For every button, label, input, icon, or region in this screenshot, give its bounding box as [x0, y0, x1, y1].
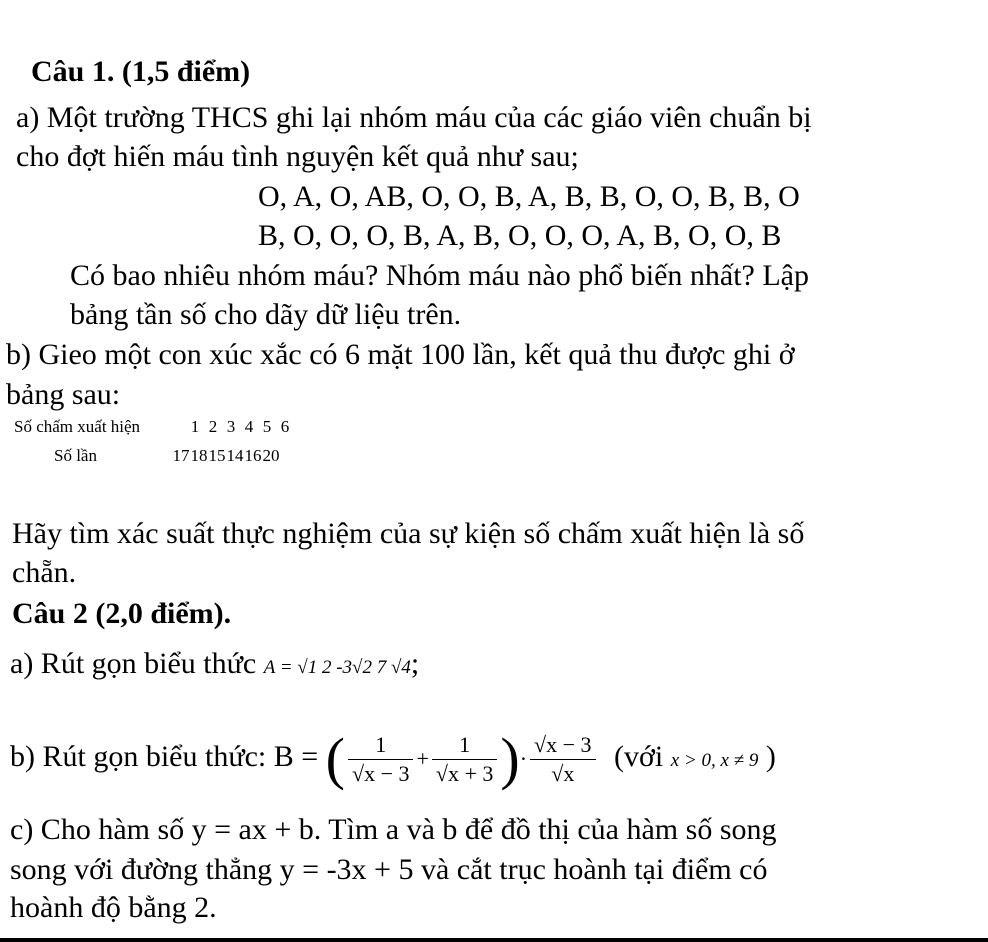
dice-table-cell: 5	[262, 417, 272, 436]
q1-a-line1: a) Một trường THCS ghi lại nhóm máu của các giáo viên chuẩn bị	[16, 101, 812, 134]
dot-sign: ·	[519, 746, 528, 771]
q2-a-expression: A = √1 2 -3√2 7 √4	[263, 657, 411, 678]
fraction-3	[530, 731, 595, 788]
dice-table-cell: 3	[226, 417, 236, 436]
fraction-1-numerator: 1	[348, 731, 413, 760]
q1-data-line2: B, O, O, O, B, A, B, O, O, O, A, B, O, O, B	[258, 219, 782, 252]
dice-table-cell: 17	[172, 446, 190, 465]
dice-table-cell: 1	[190, 417, 200, 436]
fraction-3-denominator: √x	[551, 760, 575, 786]
q1-a-line2: cho đợt hiến máu tình nguyện kết quả như sau;	[16, 140, 579, 173]
q1-b-question-line2: chẵn.	[12, 556, 77, 589]
dice-table-cell: 6	[280, 417, 290, 436]
dice-table-row-faces	[14, 416, 294, 438]
q2-b-text: b) Rút gọn biểu thức: B =	[10, 740, 319, 773]
q1-data-line1: O, A, O, AB, O, O, B, A, B, B, O, O, B, B, O	[258, 180, 800, 213]
fraction-3-numerator: √x − 3	[530, 731, 595, 760]
q1-b-line2: bảng sau:	[6, 378, 121, 411]
fraction-1	[348, 731, 413, 788]
q2-a-text: a) Rút gọn biểu thức	[10, 647, 257, 680]
right-paren: )	[500, 726, 520, 792]
condition-open: (với	[614, 740, 664, 773]
fraction-2-denominator: √x + 3	[435, 760, 494, 786]
q2-a-line	[10, 646, 419, 686]
fraction-1-denominator: √x − 3	[352, 760, 410, 786]
dice-table-cell: 15	[208, 446, 226, 465]
q2-a-end: ;	[410, 647, 420, 680]
q1-question-line2: bảng tần số cho dãy dữ liệu trên.	[70, 298, 462, 331]
condition-close: )	[765, 740, 776, 773]
dice-table	[14, 416, 294, 467]
q1-b-line1: b) Gieo một con xúc xắc có 6 mặt 100 lần, kết quả thu được ghi ở	[6, 338, 795, 371]
q1-title: Câu 1. (1,5 điểm)	[31, 55, 251, 88]
fraction-2-numerator: 1	[432, 731, 497, 760]
dice-table-cell: 14	[226, 446, 244, 465]
q1-question-line1: Có bao nhiêu nhóm máu? Nhóm máu nào phổ biến nhất? Lập	[70, 259, 809, 292]
q2-c-line2: song với đường thẳng y = -3x + 5 và cắt trục hoành tại điểm có	[10, 853, 768, 886]
plus-sign: +	[416, 746, 429, 771]
q2-c-line1: c) Cho hàm số y = ax + b. Tìm a và b để đồ thị của hàm số song	[10, 813, 777, 846]
fraction-2	[432, 731, 497, 788]
q2-b-line	[10, 722, 776, 792]
q2-c-line3: hoành độ bằng 2.	[10, 891, 217, 924]
dice-table-row-label: Số lần	[54, 446, 97, 465]
left-paren: (	[325, 726, 345, 792]
dice-table-cell: 2	[208, 417, 218, 436]
dice-table-row-label: Số chấm xuất hiện	[14, 417, 141, 436]
dice-table-cell: 4	[244, 417, 254, 436]
dice-table-cell: 16	[244, 446, 262, 465]
page-cutoff-rule	[0, 938, 988, 942]
q1-b-question-line1: Hãy tìm xác suất thực nghiệm của sự kiện số chấm xuất hiện là số	[12, 517, 805, 550]
dice-table-row-counts	[14, 445, 294, 467]
q2-title: Câu 2 (2,0 điểm).	[12, 597, 232, 630]
dice-table-cell: 20	[262, 446, 280, 465]
dice-table-cell: 18	[190, 446, 208, 465]
condition-expression: x > 0, x ≠ 9	[670, 750, 759, 771]
